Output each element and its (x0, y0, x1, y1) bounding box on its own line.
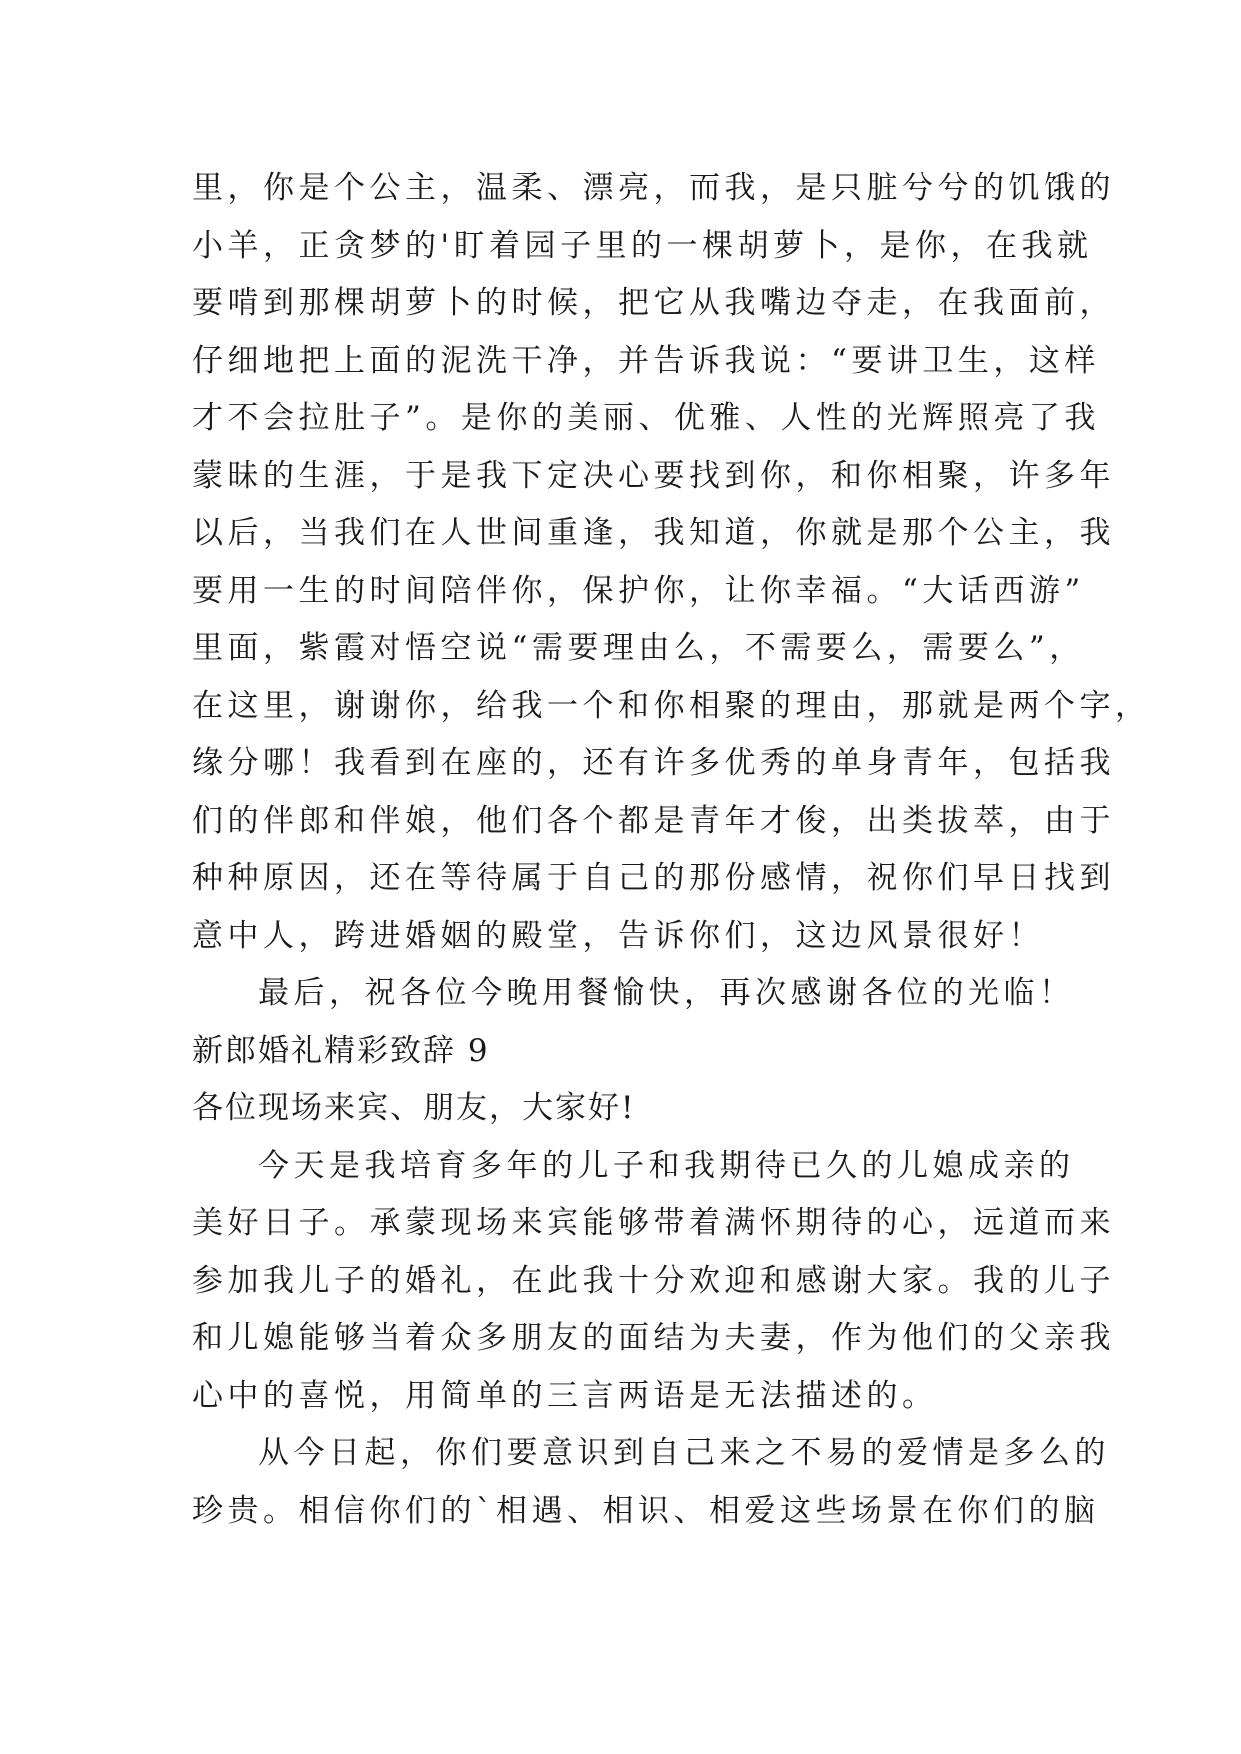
document-body (192, 160, 1151, 1540)
body-text-line: 以后，当我们在人世间重逢，我知道，你就是那个公主，我 (192, 515, 1115, 551)
body-text-line: 里面，紫霞对悟空说“需要理由么，不需要么，需要么”， (192, 630, 1085, 666)
body-text-line: 参加我儿子的婚礼，在此我十分欢迎和感谢大家。我的儿子 (192, 1262, 1115, 1299)
body-text-line: 仔细地把上面的泥洗干净，并告诉我说：“要讲卫生，这样 (192, 342, 1100, 379)
body-text-line: 种种原因，还在等待属于自己的那份感情，祝你们早日找到 (192, 860, 1115, 896)
body-text-line: 才不会拉肚子”。是你的美丽、优雅、人性的光辉照亮了我 (192, 400, 1100, 436)
body-text-line: 小羊，正贪梦的'盯着园子里的一棵胡萝卜，是你，在我就 (192, 227, 1093, 264)
body-text-line: 意中人，跨进婚姻的殿堂，告诉你们，这边风景很好！ (192, 917, 1044, 954)
body-text-line: 里，你是个公主，温柔、漂亮，而我，是只脏兮兮的饥饿的 (192, 170, 1115, 206)
body-text-line: 在这里，谢谢你，给我一个和你相聚的理由，那就是两个字， (192, 687, 1151, 724)
body-text-line: 们的伴郎和伴娘，他们各个都是青年才俊，出类拔萃，由于 (192, 802, 1115, 839)
paragraph-start-line: 今天是我培育多年的儿子和我期待已久的儿媳成亲的 (258, 1147, 1075, 1184)
body-text-line: 和儿媳能够当着众多朋友的面结为夫妻，作为他们的父亲我 (192, 1320, 1115, 1356)
body-text-line: 要啃到那棵胡萝卜的时候，把它从我嘴边夺走，在我面前， (192, 285, 1115, 321)
greeting-line: 各位现场来宾、朋友，大家好! (192, 1090, 636, 1126)
body-text-line: 缘分哪！我看到在座的，还有许多优秀的单身青年，包括我 (192, 745, 1115, 781)
body-text-line: 美好日子。承蒙现场来宾能够带着满怀期待的心，远道而来 (192, 1205, 1115, 1241)
paragraph-start-line: 从今日起，你们要意识到自己来之不易的爱情是多么的 (258, 1435, 1110, 1471)
body-text-line: 心中的喜悦，用简单的三言两语是无法描述的。 (192, 1377, 938, 1414)
body-text-line: 蒙昧的生涯，于是我下定决心要找到你，和你相聚，许多年 (192, 457, 1115, 494)
body-text-line: 珍贵。相信你们的`相遇、相识、相爱这些场景在你们的脑 (192, 1492, 1100, 1529)
paragraph-start-line: 最后，祝各位今晚用餐愉快，再次感谢各位的光临！ (258, 975, 1075, 1011)
body-text-line: 要用一生的时间陪伴你，保护你，让你幸福。“大话西游” (192, 572, 1085, 609)
section-heading: 新郎婚礼精彩致辞 9 (192, 1032, 490, 1069)
